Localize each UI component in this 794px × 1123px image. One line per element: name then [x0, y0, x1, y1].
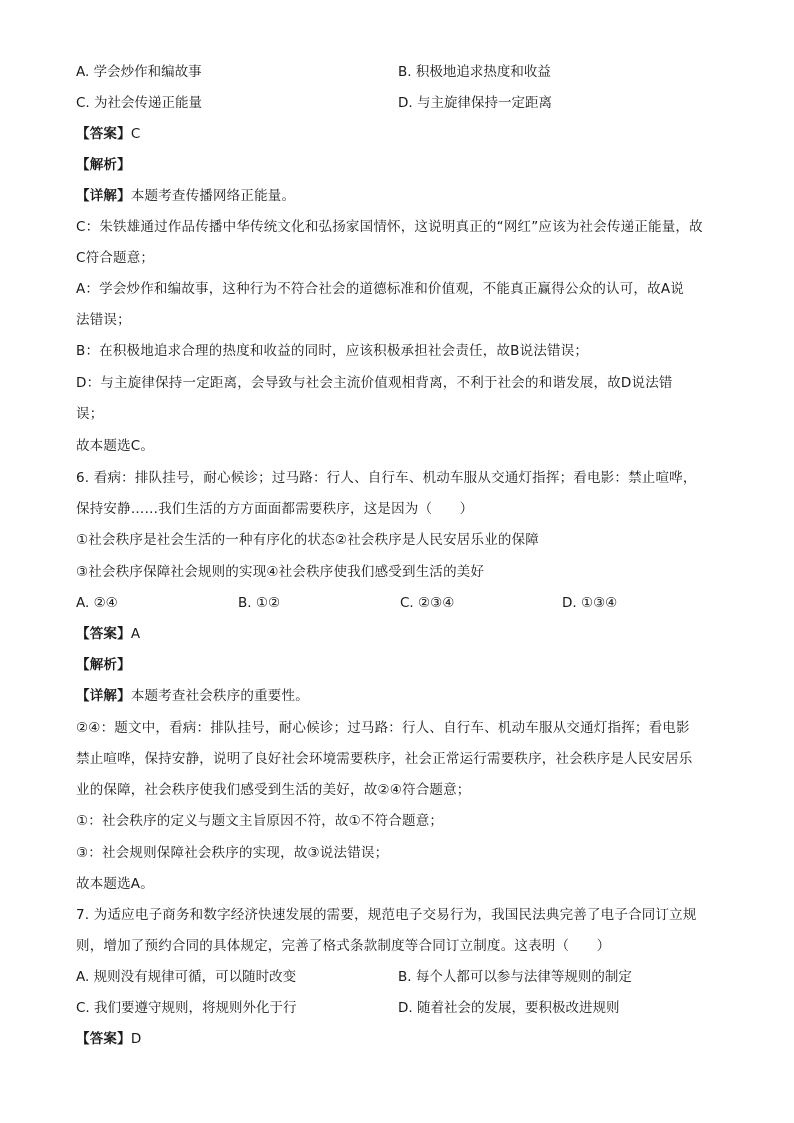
q5-line-8: 故本题选C。	[76, 438, 155, 454]
answer-value: A	[130, 626, 141, 642]
q7-answer	[76, 1029, 141, 1049]
q7-option-c: C. 我们要遵守规则，将规则外化于行	[76, 1000, 297, 1016]
q6-option-d: D. ①③④	[562, 595, 618, 611]
detail-text: 本题考查传播网络正能量。	[130, 188, 296, 204]
q5-line-4: 法错误；	[76, 312, 131, 328]
q5-option-a: A. 学会炒作和编故事	[76, 64, 202, 80]
q6-line-4: ①：社会秩序的定义与题文主旨原因不符，故①不符合题意；	[76, 813, 444, 829]
q6-line-5: ③：社会规则保障社会秩序的实现，故③说法错误；	[76, 845, 389, 861]
q6-option-a: A. ②④	[76, 595, 118, 611]
q5-answer	[76, 124, 140, 144]
q6-option-b: B. ①②	[238, 595, 281, 611]
q6-line-6: 故本题选A。	[76, 876, 154, 892]
q5-line-1: C：朱铁雄通过作品传播中华传统文化和弘扬家国情怀，这说明真正的“网红”应该为社会传递正能量，故	[76, 219, 703, 235]
detail-text: 本题考查社会秩序的重要性。	[130, 688, 309, 704]
q6-line-1: ②④：题文中，看病：排队挂号，耐心候诊；过马路：行人、自行车、机动车服从交通灯指挥；看电影	[76, 720, 690, 736]
q5-line-3: A：学会炒作和编故事，这种行为不符合社会的道德标准和价值观，不能真正赢得公众的认可，故A说	[76, 281, 684, 297]
q6-analysis-tag: 【解析】	[76, 657, 131, 673]
q6-line-2: 禁止喧哗，保持安静，说明了良好社会环境需要秩序，社会正常运行需要秩序，社会秩序是人民安居乐	[76, 751, 693, 767]
q7-stem-line-1: 7. 为适应电子商务和数字经济快速发展的需要，规范电子交易行为，我国民法典完善了电子合同订立规	[76, 907, 697, 923]
answer-tag: 【答案】	[76, 126, 131, 142]
q7-stem-line-2: 则，增加了预约合同的具体规定，完善了格式条款制度等合同订立制度。这表明（ ）	[76, 938, 611, 954]
answer-value: D	[130, 1031, 142, 1047]
q7-option-d: D. 随着社会的发展，要积极改进规则	[398, 1000, 620, 1016]
q6-detail	[76, 686, 309, 706]
q6-option-c: C. ②③④	[400, 595, 455, 611]
q6-item-line-2: ③社会秩序保障社会规则的实现④社会秩序使我们感受到生活的美好	[76, 564, 485, 580]
q6-stem-line-1: 6. 看病：排队挂号，耐心候诊；过马路：行人、自行车、机动车服从交通灯指挥；看电影：禁止喧哗，	[76, 470, 697, 486]
q6-stem-line-2: 保持安静……我们生活的方方面面都需要秩序，这是因为（ ）	[76, 501, 474, 517]
q7-option-b: B. 每个人都可以参与法律等规则的制定	[398, 969, 632, 985]
detail-tag: 【详解】	[76, 688, 131, 704]
q5-option-b: B. 积极地追求热度和收益	[398, 64, 551, 80]
q7-option-a: A. 规则没有规律可循，可以随时改变	[76, 969, 297, 985]
q5-option-c: C. 为社会传递正能量	[76, 95, 203, 111]
q5-line-2: C符合题意；	[76, 250, 155, 266]
q6-answer	[76, 624, 140, 644]
q6-item-line-1: ①社会秩序是社会生活的一种有序化的状态②社会秩序是人民安居乐业的保障	[76, 532, 540, 548]
answer-tag: 【答案】	[76, 1031, 131, 1047]
answer-value: C	[130, 126, 141, 142]
answer-tag: 【答案】	[76, 626, 131, 642]
q5-detail	[76, 186, 295, 206]
q5-line-5: B：在积极地追求合理的热度和收益的同时，应该积极承担社会责任，故B说法错误；	[76, 343, 589, 359]
q5-analysis-tag: 【解析】	[76, 157, 131, 173]
q5-line-7: 误；	[76, 406, 104, 422]
q5-line-6: D：与主旋律保持一定距离，会导致与社会主流价值观相背离，不利于社会的和谐发展，故D说法错	[76, 375, 673, 391]
detail-tag: 【详解】	[76, 188, 131, 204]
q6-line-3: 业的保障，社会秩序使我们感受到生活的美好，故②④符合题意；	[76, 782, 471, 798]
q5-option-d: D. 与主旋律保持一定距离	[398, 95, 552, 111]
